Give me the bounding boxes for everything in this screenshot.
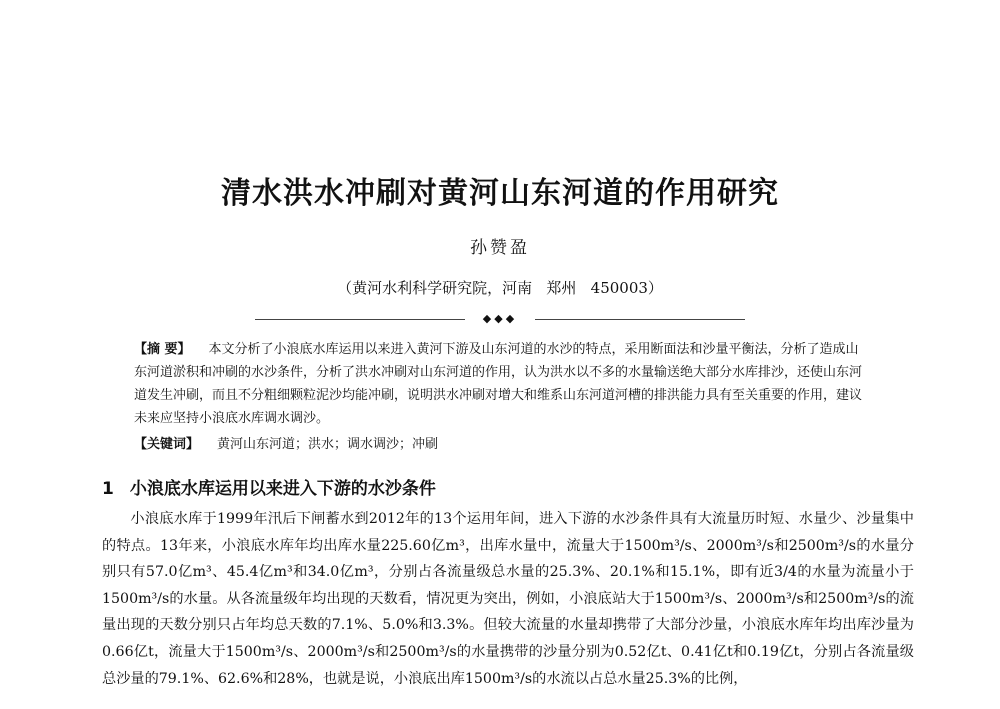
divider-line-left: [255, 319, 465, 320]
section-heading: [102, 474, 436, 499]
divider-line-right: [535, 319, 745, 320]
abstract-text: 本文分析了小浪底水库运用以来进入黄河下游及山东河道的水沙的特点，采用断面法和沙量平衡法，分析了造成山东河道淤积和冲刷的水沙条件，分析了洪水冲刷对山东河道的作用，认为洪水以不多的水量输送绝大部分水库排沙，还使山东河道发生冲刷，而且不分粗细颗粒泥沙均能冲刷，说明洪水冲刷对增大和维系山东河道河槽的排洪能力具有至关重要的作用，建议未来应坚持小浪底水库调水调沙。: [134, 342, 863, 426]
section-title: 小浪底水库运用以来进入下游的水沙条件: [129, 479, 436, 499]
abstract-label: 【摘 要】: [134, 342, 191, 357]
section-number: 1: [102, 479, 114, 499]
paper-title: 清水洪水冲刷对黄河山东河道的作用研究: [221, 176, 779, 211]
keywords: [134, 433, 868, 456]
keywords-text: 黄河山东河道；洪水；调水调沙；冲刷: [217, 437, 439, 452]
author-name: 孙赞盈: [470, 238, 530, 258]
ornamental-divider: [255, 312, 745, 325]
body-paragraph: 小浪底水库于1999年汛后下闸蓄水到2012年的13个运用年间，进入下游的水沙条件具有大流量历时短、水量少、沙量集中的特点。13年来，小浪底水库年均出库水量225.60亿m³，出库水量中，流量大于1500m³/s、2000m³/s和2500m³/s的水量分别只有57.0亿m³、45.4亿m³和34.0亿m³，分别占各流量级总水量的25.3%、20.1%和15.1%，即有近3/4的水量为流量小于1500m³/s的水量。从各流量级年均出现的天数看，情况更为突出，例如，小浪底站大于1500m³/s、2000m³/s和2500m³/s的流量出现的天数分别只占年均总天数的7.1%、5.0%和3.3%。但较大流量的水量却携带了大部分沙量，小浪底水库年均出库沙量为0.66亿t，流量大于1500m³/s、2000m³/s和2500m³/s的水量携带的沙量分别为0.52亿t、0.41亿t和0.19亿t，分别占各流量级总沙量的79.1%、62.6%和28%，也就是说，小浪底出库1500m³/s的水流以占总水量25.3%的比例，: [102, 511, 914, 687]
abstract: [134, 338, 868, 430]
author-affiliation: （黄河水利科学研究院，河南 郑州 450003）: [337, 279, 663, 297]
body-text: [102, 506, 914, 692]
divider-ornament: ◆◆◆: [482, 312, 518, 325]
keywords-label: 【关键词】: [134, 437, 200, 452]
